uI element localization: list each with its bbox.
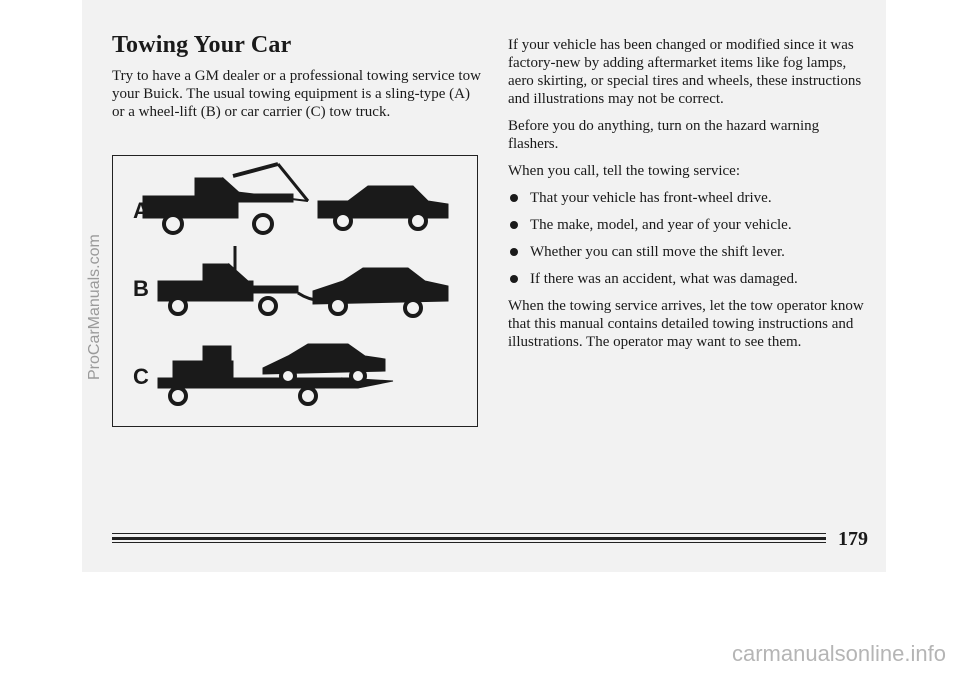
wheel-lift-truck-icon [158, 246, 338, 314]
towing-illustration [112, 155, 478, 427]
side-watermark: ProCarManuals.com [86, 234, 103, 380]
list-item: If there was an accident, what was damaged. [508, 270, 870, 288]
carried-car-icon [263, 344, 385, 383]
bullet-icon [510, 248, 518, 256]
arrival-note: When the towing service arrives, let the tow operator know that this manual contains detailed towing instructions and illustrations. The operator may want to see them. [508, 298, 864, 350]
label-a: A [133, 198, 149, 223]
right-column [508, 36, 870, 360]
bullet-icon [510, 275, 518, 283]
label-c: C [133, 364, 149, 389]
call-checklist [508, 189, 870, 288]
bullet-icon [510, 194, 518, 202]
list-item: The make, model, and year of your vehicle. [508, 216, 870, 234]
hazard-note: Before you do anything, turn on the hazard warning flashers. [508, 118, 820, 152]
label-b: B [133, 276, 149, 301]
tow-trucks-drawing [113, 156, 477, 426]
modification-note: If your vehicle has been changed or modified since it was factory-new by adding aftermarket items like fog lamps, aero skirting, or special tires and wheels, these instructions and illustrations may not be correct. [508, 37, 862, 107]
footer-rule-lower [112, 542, 826, 543]
towed-car-icon [318, 186, 448, 229]
bottom-watermark: carmanualsonline.info [731, 641, 946, 666]
footer-rule-thick [112, 537, 826, 540]
list-item: That your vehicle has front-wheel drive. [508, 189, 870, 207]
intro-paragraph: Try to have a GM dealer or a professional towing service tow your Buick. The usual towing equipment is a sling-type (A) or a wheel-lift (B) or car carrier (C) tow truck. [112, 68, 481, 120]
page-title: Towing Your Car [112, 32, 292, 58]
sling-tow-truck-icon [143, 164, 308, 233]
page-number: 179 [838, 528, 868, 550]
list-item: Whether you can still move the shift lever. [508, 243, 870, 261]
call-intro: When you call, tell the towing service: [508, 163, 741, 179]
footer-rule [112, 533, 826, 534]
bullet-icon [510, 221, 518, 229]
lifted-car-icon [313, 268, 448, 316]
